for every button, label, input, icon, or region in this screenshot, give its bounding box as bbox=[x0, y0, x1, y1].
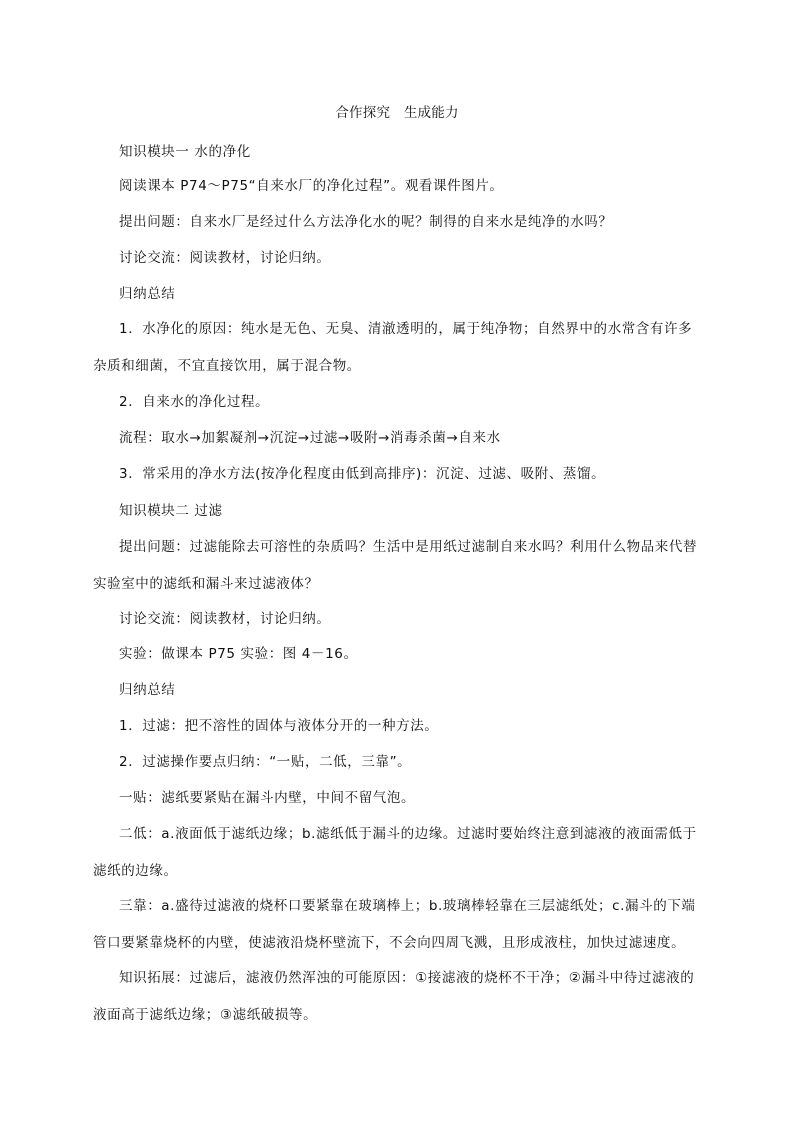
module2-three-lean-line1: 三靠：a.盛待过滤液的烧杯口要紧靠在玻璃棒上；b.玻璃棒轻靠在三层滤纸处；c.漏斗的下端 bbox=[119, 898, 696, 914]
module2-extend-line1: 知识拓展：过滤后，滤液仍然浑浊的可能原因：①接滤液的烧杯不干净；②漏斗中待过滤液的 bbox=[119, 970, 695, 986]
module2-two-low-line1: 二低：a.液面低于滤纸边缘；b.滤纸低于漏斗的边缘。过滤时要始终注意到滤液的液面需低于 bbox=[119, 826, 697, 842]
module1-question: 提出问题：自来水厂是经过什么方法净化水的呢？制得的自来水是纯净的水吗？ bbox=[119, 214, 613, 230]
module1-point2: 2．自来水的净化过程。 bbox=[119, 394, 270, 410]
module2-question-line2: 实验室中的滤纸和漏斗来过滤液体？ bbox=[93, 576, 319, 592]
module1-point1 bbox=[93, 320, 705, 375]
module1-point1-line1: 1．水净化的原因：纯水是无色、无臭、清澈透明的，属于纯净物；自然界中的水常含有许多 bbox=[119, 321, 693, 337]
page-title: 合作探究 生成能力 bbox=[335, 105, 459, 121]
module2-point2: 2．过滤操作要点归纳：“一贴，二低，三靠”。 bbox=[119, 754, 412, 770]
module2-point1: 1．过滤：把不溶性的固体与液体分开的一种方法。 bbox=[119, 718, 439, 734]
module2-discuss: 讨论交流：阅读教材，讨论归纳。 bbox=[119, 611, 331, 627]
module2-three-lean-line2: 管口要紧靠烧杯的内壁，使滤液沿烧杯壁流下，不会向四周飞溅，且形成液柱，加快过滤速度。 bbox=[93, 935, 686, 951]
module2-three-lean bbox=[93, 897, 705, 952]
module1-point3: 3．常采用的净水方法(按净化程度由低到高排序)：沉淀、过滤、吸附、蒸馏。 bbox=[119, 466, 606, 482]
module2-extend bbox=[93, 969, 705, 1024]
module1-heading: 知识模块一 水的净化 bbox=[119, 144, 251, 160]
module2-question-line1: 提出问题：过滤能除去可溶性的杂质吗？生活中是用纸过滤制自来水吗？利用什么物品来代替 bbox=[119, 539, 698, 555]
module2-heading: 知识模块二 过滤 bbox=[119, 503, 223, 519]
module1-flow: 流程：取水→加絮凝剂→沉淀→过滤→吸附→消毒杀菌→自来水 bbox=[119, 430, 501, 446]
module2-experiment: 实验：做课本 P75 实验：图 4－16。 bbox=[119, 646, 358, 662]
module2-two-low-line2: 滤纸的边缘。 bbox=[93, 863, 178, 879]
module1-point1-line2: 杂质和细菌，不宜直接饮用，属于混合物。 bbox=[93, 358, 361, 374]
module2-two-low bbox=[93, 825, 705, 880]
module2-one-stick: 一贴：滤纸要紧贴在漏斗内壁，中间不留气泡。 bbox=[119, 790, 416, 806]
module2-summary: 归纳总结 bbox=[119, 682, 176, 698]
module2-extend-line2: 液面高于滤纸边缘；③滤纸破损等。 bbox=[93, 1007, 318, 1023]
module1-summary: 归纳总结 bbox=[119, 286, 176, 302]
module1-discuss: 讨论交流：阅读教材，讨论归纳。 bbox=[119, 250, 331, 266]
module1-read: 阅读课本 P74～P75“自来水厂的净化过程”。观看课件图片。 bbox=[119, 178, 504, 194]
module2-question bbox=[93, 538, 705, 593]
